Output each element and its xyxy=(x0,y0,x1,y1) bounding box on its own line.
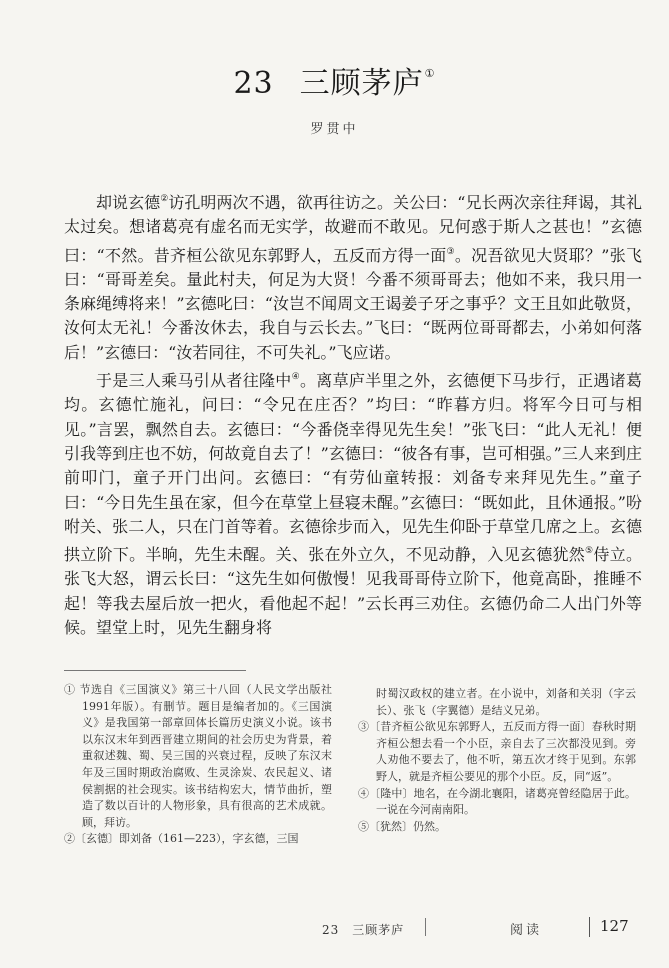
footnotes-left-column xyxy=(64,682,332,848)
footer-divider xyxy=(425,918,426,936)
page-number: 127 xyxy=(600,917,629,935)
running-footer-title: 23 三顾茅庐 xyxy=(322,923,405,937)
footnote-divider xyxy=(64,670,246,671)
footnote-3: ③〔昔齐桓公欲见东郭野人，五反而方得一面〕春秋时期齐桓公想去看一个小臣，亲自去了三次都没见到。旁人劝他不要去了，他不听，第五次才终于见到。东郭野人，就是齐桓公要见的那个小臣。反，同“返”。 xyxy=(358,720,636,783)
section-label: 阅读 xyxy=(510,923,543,938)
footnote-5: ⑤〔犹然〕仍然。 xyxy=(358,819,446,833)
footnote-2-continued: 时蜀汉政权的建立者。在小说中，刘备和关羽（字云长）、张飞（字翼德）是结义兄弟。 xyxy=(376,687,636,717)
paragraph-1: 却说玄德②访孔明两次不遇，欲再往访之。关公曰：“兄长两次亲往拜谒，其礼太过矣。想诸葛亮有虚名而无实学，故避而不敢见。兄何惑于斯人之甚也！”玄德曰：“不然。昔齐桓公欲见东郭野人，五反而方得一面③。况吾欲见大贤耶？”张飞曰：“哥哥差矣。量此村夫，何足为大贤！今番不须哥哥去；他如不来，我只用一条麻绳缚将来！”玄德叱曰：“汝岂不闻周文王谒姜子牙之事乎？文王且如此敬贤，汝何太无礼！今番汝休去，我自与云长去。”飞曰：“既两位哥哥都去，小弟如何落后！”玄德曰：“汝若同往，不可失礼。”飞应诺。 xyxy=(64,193,642,362)
footer-divider-2 xyxy=(589,917,590,937)
author-name: 罗贯中 xyxy=(310,122,359,137)
lesson-title-text: 三顾茅庐 xyxy=(299,66,424,101)
footnotes-right-column xyxy=(358,686,636,835)
lesson-number: 23 xyxy=(233,66,274,101)
main-text xyxy=(64,187,642,640)
title-footnote-mark: ① xyxy=(424,67,436,80)
footnote-ref-2: ② xyxy=(160,194,169,204)
footnote-ref-5: ⑤ xyxy=(585,546,594,557)
paragraph-2: 于是三人乘马引从者往隆中④。离草庐半里之外，玄德便下马步行，正遇诸葛均。玄德忙施礼，问曰：“令兄在庄否？”均曰：“昨暮方归。将军今日可与相见。”言罢，飘然自去。玄德曰：“今番侥幸得见先生矣！”张飞曰：“此人无礼！便引我等到庄也不妨，何故竟自去了！”玄德曰：“彼各有事，岂可相强。”三人来到庄前叩门，童子开门出问。玄德曰：“有劳仙童转报：刘备专来拜见先生。”童子曰：“今日先生虽在家，但今在草堂上昼寝未醒。”玄德曰：“既如此，且休通报。”吩咐关、张二人，只在门首等着。玄德徐步而入，见先生仰卧于草堂几席之上。玄德拱立阶下。半晌，先生未醒。关、张在外立久，不见动静，入见玄德犹然⑤侍立。张飞大怒，谓云长曰：“这先生如何傲慢！见我哥哥侍立阶下，他竟高卧，推睡不起！等我去屋后放一把火，看他起不起！”云长再三劝住。玄德仍命二人出门外等候。望堂上时，见先生翻身将 xyxy=(64,371,642,638)
footnote-4: ④〔隆中〕地名，在今湖北襄阳，诸葛亮曾经隐居于此。一说在今河南南阳。 xyxy=(358,786,636,817)
footnote-1: ① 节选自《三国演义》第三十八回（人民文学出版社1991年版）。有删节。题目是编者加的。《三国演义》是我国第一部章回体长篇历史演义小说。该书以东汉末年到西晋建立期间的社会历史为背景，着重叙述魏、蜀、吴三国的兴衰过程，反映了东汉末年及三国时期政治腐败、生灵涂炭、农民起义、诸侯割据的社会现实。该书结构宏大，情节曲折，塑造了数以百计的人物形象，具有很高的艺术成就。顾，拜访。 xyxy=(64,683,332,829)
footnote-2: ②〔玄德〕即刘备（161—223），字玄德，三国 xyxy=(64,832,299,846)
footnote-ref-4: ④ xyxy=(291,372,300,383)
lesson-title xyxy=(0,58,669,102)
footnote-ref-3: ③ xyxy=(446,246,455,257)
